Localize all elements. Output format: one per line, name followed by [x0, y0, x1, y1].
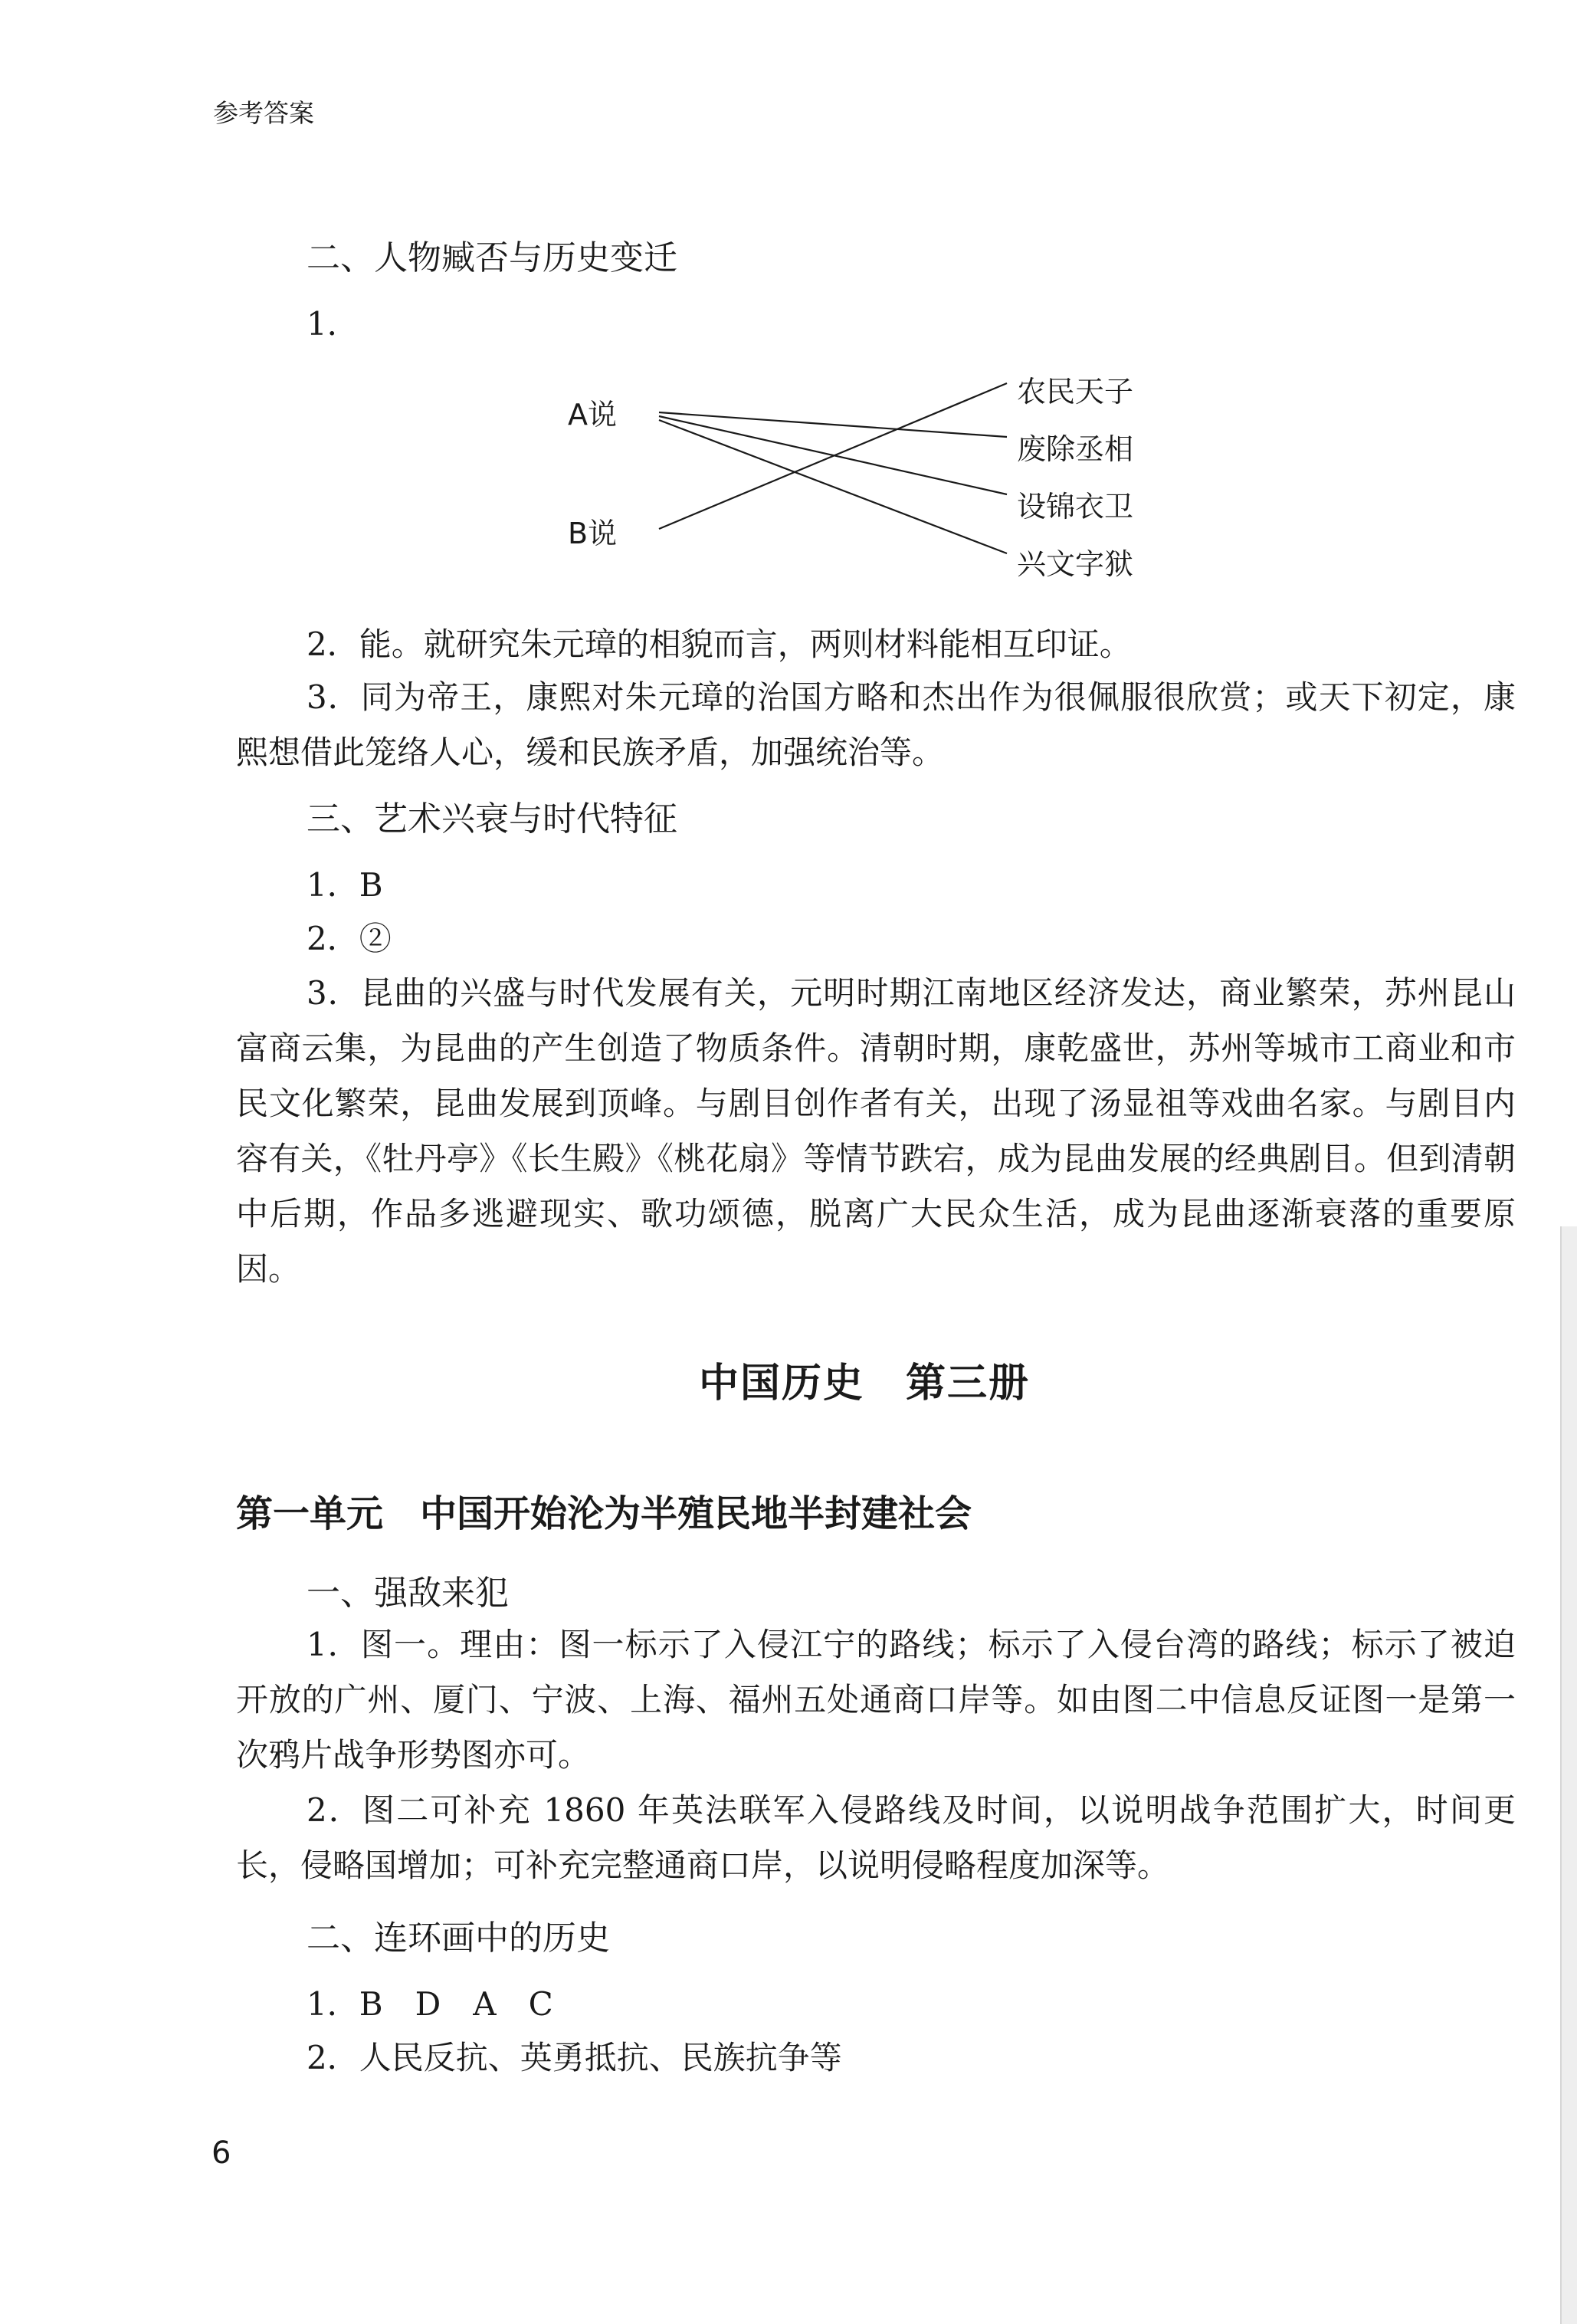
- section3-answer-3: 3．昆曲的兴盛与时代发展有关，元明时期江南地区经济发达，商业繁荣，苏州昆山富商云集，为昆曲的产生创造了物质条件。清朝时期，康乾盛世，苏州等城市工商业和市民文化繁荣，昆曲发展到顶峰。与剧目创作者有关，出现了汤显祖等戏曲名家。与剧目内容有关，《牡丹亭》《长生殿》《桃花扇》等情节跌宕，成为昆曲发展的经典剧目。但到清朝中后期，作品多逃避现实、歌功颂德，脱离广大民众生活，成为昆曲逐渐衰落的重要原因。: [236, 974, 1516, 1288]
- unit1-answer-1: 1．图一。理由：图一标示了入侵江宁的路线；标示了入侵台湾的路线；标示了被迫开放的广州、厦门、宁波、上海、福州五处通商口岸等。如由图二中信息反证图一是第一次鸦片战争形势图亦可。: [236, 1626, 1516, 1774]
- unit1-answer-2: 2．图二可补充 1860 年英法联军入侵路线及时间，以说明战争范围扩大，时间更长，侵略国增加；可补充完整通商口岸，以说明侵略程度加深等。: [236, 1791, 1516, 1884]
- unit1-part2-answer-1: 1．B D A C: [307, 1985, 553, 2023]
- unit1-heading-1: 一、强敌来犯: [307, 1574, 509, 1613]
- link-a-to-literary-inquisition: [659, 420, 1007, 553]
- link-b-to-peasant-emperor: [659, 383, 1007, 529]
- section3-answer-2: 2．②: [307, 920, 392, 957]
- unit1-heading-2: 二、连环画中的历史: [307, 1919, 610, 1958]
- link-a-to-remove-chancellor: [659, 412, 1007, 437]
- unit-title: 第一单元 中国开始沦为半殖民地半封建社会: [236, 1492, 972, 1535]
- right-label-2: 废除丞相: [1017, 432, 1134, 466]
- running-header: 参考答案: [213, 98, 314, 128]
- matching-lines: [536, 353, 1226, 598]
- section2-answer-2: 2．能。就研究朱元璋的相貌而言，两则材料能相互印证。: [307, 625, 1132, 663]
- left-label-a: A说: [568, 398, 617, 432]
- unit1-part2-answer-2: 2．人民反抗、英勇抵抗、民族抗争等: [307, 2039, 842, 2076]
- section-heading-3: 三、艺术兴衰与时代特征: [307, 799, 677, 839]
- section3-answer-1: 1．B: [307, 866, 383, 904]
- scan-page-edge: [1560, 1226, 1577, 2324]
- section-heading-2: 二、人物臧否与历史变迁: [307, 238, 677, 277]
- left-label-b: B说: [568, 517, 618, 550]
- question-1-label: 1．: [307, 305, 359, 343]
- section2-answer-3: 3．同为帝王，康熙对朱元璋的治国方略和杰出作为很佩服很欣赏；或天下初定，康熙想借此笼络人心，缓和民族矛盾，加强统治等。: [236, 678, 1516, 771]
- right-label-4: 兴文字狱: [1017, 547, 1134, 581]
- right-label-1: 农民天子: [1017, 375, 1134, 409]
- matching-diagram: [536, 353, 1226, 598]
- volume-title: 中国历史 第三册: [699, 1360, 1031, 1407]
- page-number: 6: [211, 2135, 231, 2171]
- right-label-3: 设锦衣卫: [1017, 490, 1134, 524]
